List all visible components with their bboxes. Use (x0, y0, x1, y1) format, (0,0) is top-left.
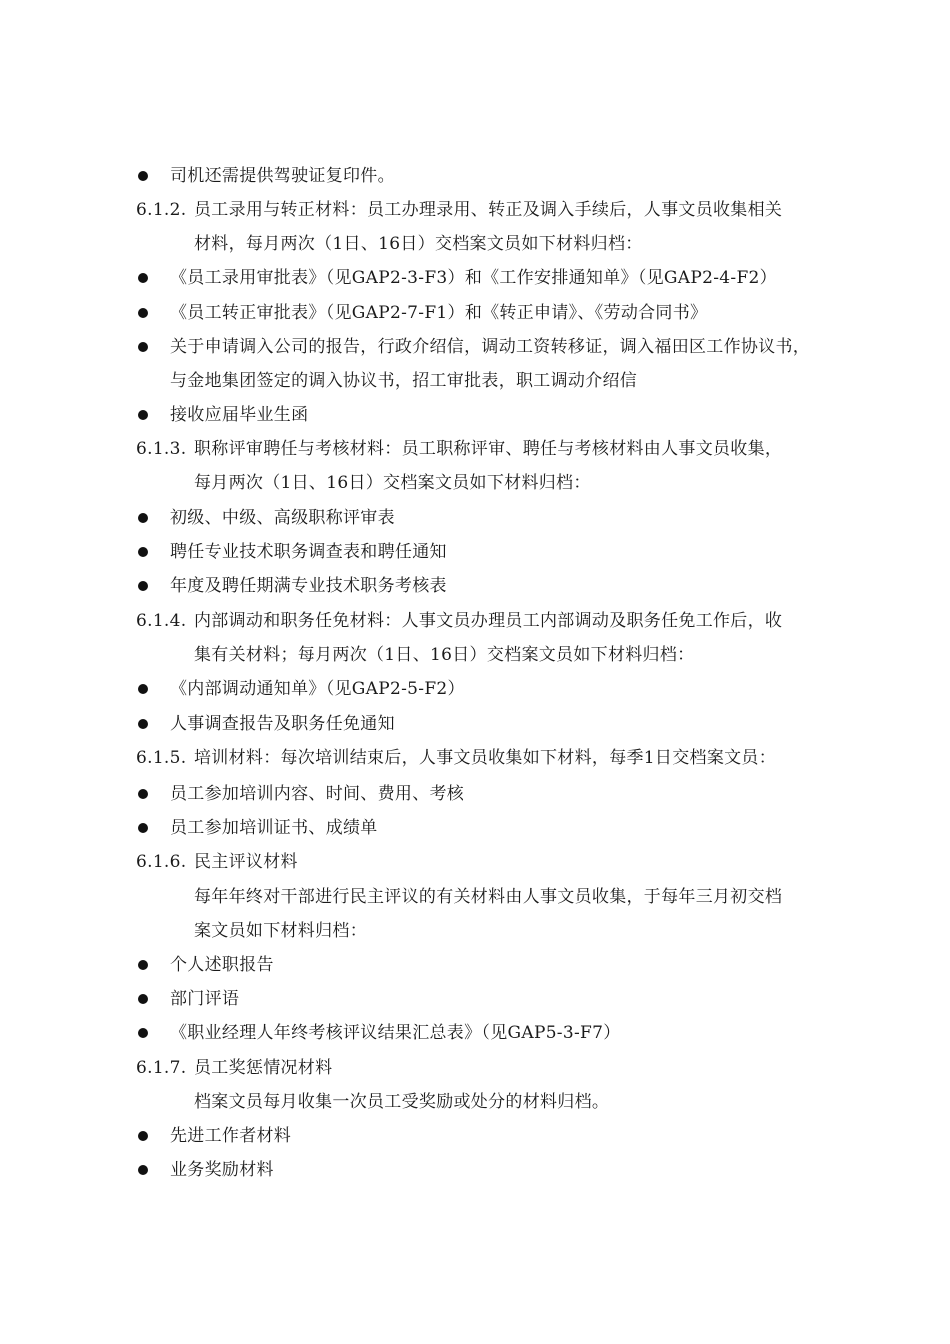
bullet-item: 部门评语 (170, 989, 240, 1009)
bullet-icon (138, 719, 148, 729)
bullet-icon (138, 342, 148, 352)
bullet-item: 年度及聘任期满专业技术职务考核表 (170, 576, 447, 596)
bullet-item: 先进工作者材料 (170, 1126, 292, 1146)
section-heading: 民主评议材料 (194, 852, 298, 872)
section-heading: 内部调动和职务任免材料：人事文员办理员工内部调动及职务任免工作后，收 (194, 611, 783, 631)
paragraph-line: 每年年终对干部进行民主评议的有关材料由人事文员收集，于每年三月初交档 (194, 887, 783, 907)
paragraph-line: 材料，每月两次（1日、16日）交档案文员如下材料归档： (194, 234, 643, 254)
bullet-item: 《内部调动通知单》（见GAP2-5-F2） (170, 679, 465, 699)
section-number: 6.1.4. (136, 611, 187, 631)
section-number: 6.1.5. (136, 748, 187, 768)
bullet-icon (138, 308, 148, 318)
bullet-icon (138, 1165, 148, 1175)
bullet-icon (138, 171, 148, 181)
bullet-icon (138, 513, 148, 523)
section-number: 6.1.7. (136, 1058, 187, 1078)
section-number: 6.1.6. (136, 852, 187, 872)
bullet-item: 《员工录用审批表》（见GAP2-3-F3）和《工作安排通知单》（见GAP2-4-F2） (170, 268, 777, 288)
bullet-item: 关于申请调入公司的报告，行政介绍信，调动工资转移证，调入福田区工作协议书， (170, 337, 811, 357)
section-heading: 培训材料：每次培训结束后，人事文员收集如下材料，每季1日交档案文员： (194, 748, 777, 768)
bullet-icon (138, 994, 148, 1004)
section-number: 6.1.3. (136, 439, 187, 459)
bullet-icon (138, 273, 148, 283)
bullet-item: 聘任专业技术职务调查表和聘任通知 (170, 542, 447, 562)
section-heading: 员工奖惩情况材料 (194, 1058, 333, 1078)
bullet-icon (138, 547, 148, 557)
bullet-icon (138, 581, 148, 591)
bullet-icon (138, 1028, 148, 1038)
bullet-item: 司机还需提供驾驶证复印件。 (170, 166, 395, 186)
bullet-item: 个人述职报告 (170, 955, 274, 975)
bullet-item: 员工参加培训内容、时间、费用、考核 (170, 784, 465, 804)
bullet-item: 业务奖励材料 (170, 1160, 274, 1180)
bullet-item: 人事调查报告及职务任免通知 (170, 714, 395, 734)
paragraph-line: 档案文员每月收集一次员工受奖励或处分的材料归档。 (194, 1092, 610, 1112)
bullet-icon (138, 410, 148, 420)
bullet-item: 《职业经理人年终考核评议结果汇总表》（见GAP5-3-F7） (170, 1023, 621, 1043)
paragraph-line: 集有关材料；每月两次（1日、16日）交档案文员如下材料归档： (194, 645, 695, 665)
bullet-icon (138, 1131, 148, 1141)
paragraph-line: 案文员如下材料归档： (194, 921, 367, 941)
bullet-icon (138, 960, 148, 970)
bullet-icon (138, 789, 148, 799)
bullet-item: 接收应届毕业生函 (170, 405, 309, 425)
section-number: 6.1.2. (136, 200, 187, 220)
section-heading: 职称评审聘任与考核材料：员工职称评审、聘任与考核材料由人事文员收集， (194, 439, 783, 459)
bullet-item-continuation: 与金地集团签定的调入协议书，招工审批表，职工调动介绍信 (170, 371, 638, 391)
bullet-item: 初级、中级、高级职称评审表 (170, 508, 395, 528)
bullet-icon (138, 684, 148, 694)
paragraph-line: 每月两次（1日、16日）交档案文员如下材料归档： (194, 473, 591, 493)
bullet-item: 《员工转正审批表》（见GAP2-7-F1）和《转正申请》、《劳动合同书》 (170, 303, 708, 323)
section-heading: 员工录用与转正材料：员工办理录用、转正及调入手续后，人事文员收集相关 (194, 200, 783, 220)
bullet-item: 员工参加培训证书、成绩单 (170, 818, 378, 838)
bullet-icon (138, 823, 148, 833)
